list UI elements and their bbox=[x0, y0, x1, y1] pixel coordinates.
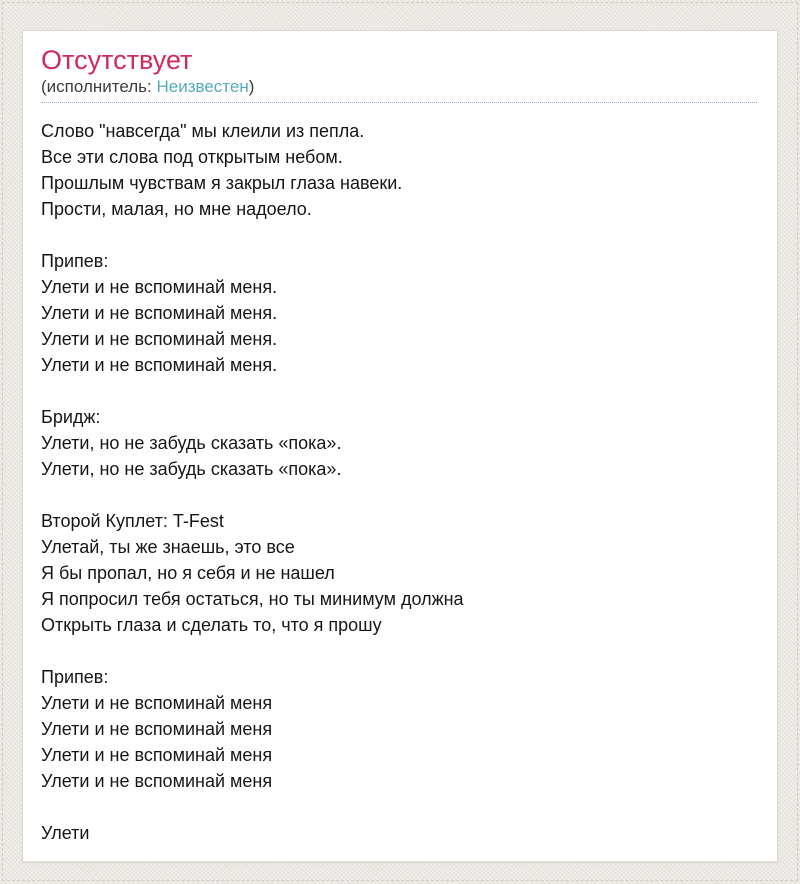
lyric-line: Улети, но не забудь сказать «пока». bbox=[41, 459, 342, 479]
stanza bbox=[41, 508, 757, 638]
lyric-line: Бридж: bbox=[41, 407, 101, 427]
lyric-line: Улети и не вспоминай меня. bbox=[41, 303, 278, 323]
lyrics-text bbox=[41, 118, 757, 846]
lyric-line: Прости, малая, но мне надоело. bbox=[41, 199, 312, 219]
stanza bbox=[41, 820, 757, 846]
song-title: Отсутствует bbox=[41, 45, 193, 75]
lyric-line: Улети и не вспоминай меня bbox=[41, 693, 273, 713]
lyric-line: Улети и не вспоминай меня. bbox=[41, 277, 278, 297]
dotted-separator bbox=[41, 102, 757, 103]
lyric-line: Все эти слова под открытым небом. bbox=[41, 147, 343, 167]
lyric-line: Улети и не вспоминай меня bbox=[41, 771, 273, 791]
stanza bbox=[41, 118, 757, 222]
lyric-line: Улети и не вспоминай меня. bbox=[41, 329, 278, 349]
artist-line bbox=[41, 77, 757, 97]
lyric-line: Я попросил тебя остаться, но ты минимум должна bbox=[41, 589, 464, 609]
lyric-line: Припев: bbox=[41, 667, 109, 687]
artist-label-prefix: (исполнитель: bbox=[41, 77, 157, 96]
lyric-line: Улети и не вспоминай меня. bbox=[41, 355, 278, 375]
stanza bbox=[41, 664, 757, 794]
lyric-line: Слово "навсегда" мы клеили из пепла. bbox=[41, 121, 365, 141]
lyric-line: Припев: bbox=[41, 251, 109, 271]
lyric-line: Улети и не вспоминай меня bbox=[41, 719, 273, 739]
lyrics-card bbox=[22, 30, 778, 862]
lyric-line: Улети и не вспоминай меня bbox=[41, 745, 273, 765]
lyric-line: Улети bbox=[41, 823, 90, 843]
lyric-line: Я бы пропал, но я себя и не нашел bbox=[41, 563, 335, 583]
lyric-line: Открыть глаза и сделать то, что я прошу bbox=[41, 615, 382, 635]
lyric-line: Улетай, ты же знаешь, это все bbox=[41, 537, 295, 557]
stanza bbox=[41, 404, 757, 482]
lyric-line: Прошлым чувствам я закрыл глаза навеки. bbox=[41, 173, 403, 193]
artist-label-suffix: ) bbox=[248, 77, 255, 96]
artist-link[interactable]: Неизвестен bbox=[156, 77, 249, 96]
lyric-line: Улети, но не забудь сказать «пока». bbox=[41, 433, 342, 453]
stanza bbox=[41, 248, 757, 378]
lyric-line: Второй Куплет: T-Fest bbox=[41, 511, 224, 531]
